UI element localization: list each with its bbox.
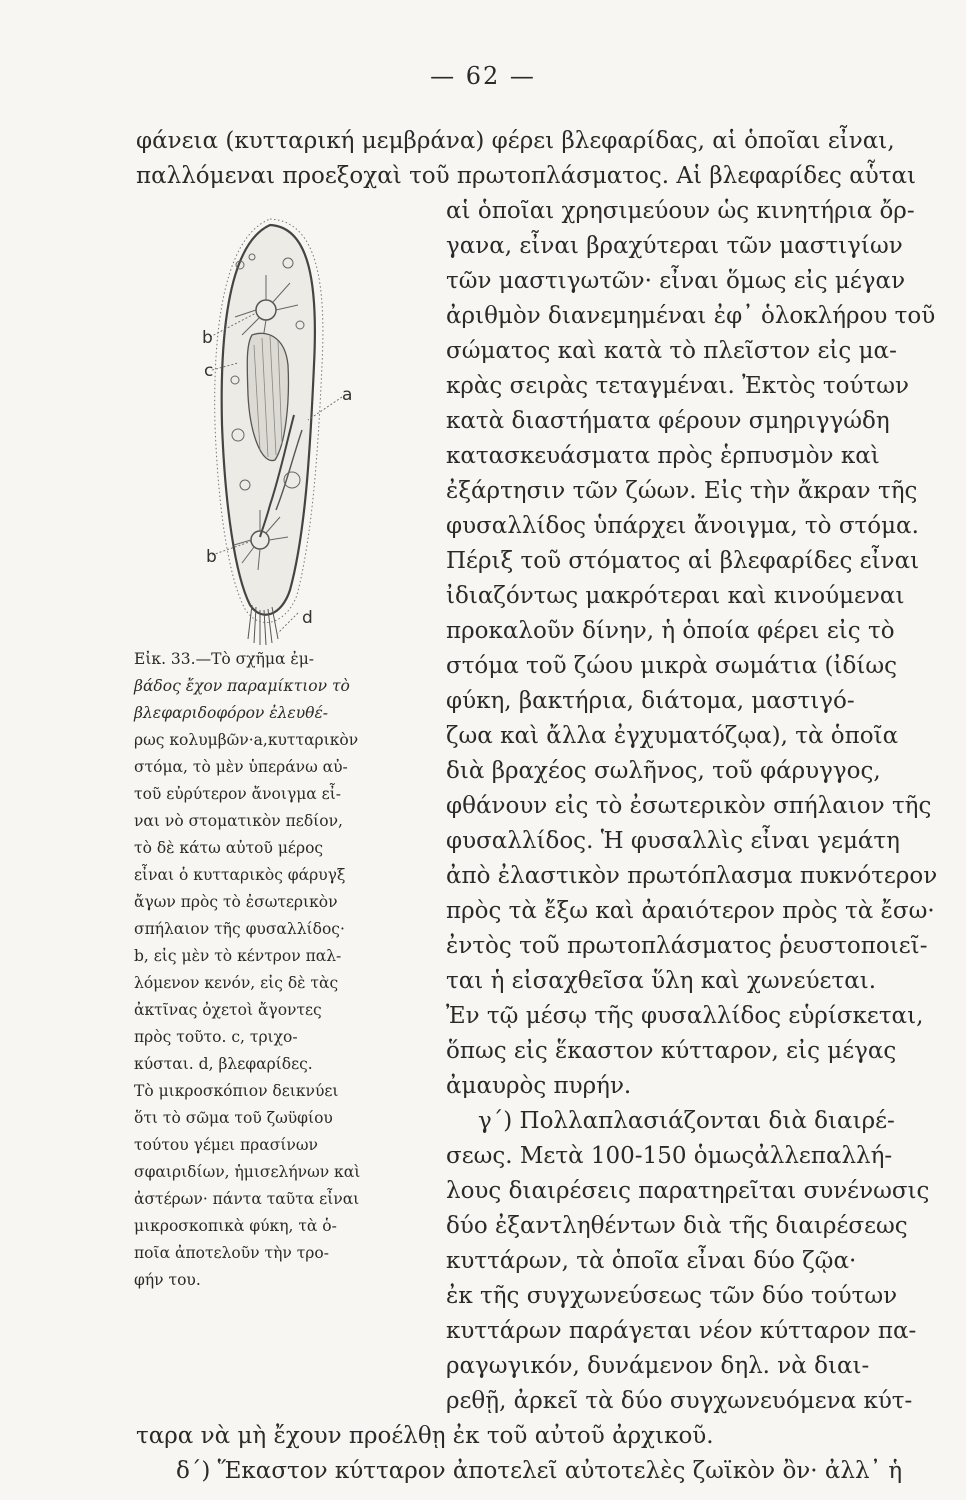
caption-line: τὸ δὲ κάτω αὐτοῦ μέρος — [134, 839, 324, 857]
text-line: προκαλοῦν δίνην, ἡ ὁποία φέρει εἰς τὸ — [446, 618, 895, 644]
text-line: ἀριθμὸν διανεμημέναι ἐφ᾽ ὁλοκλήρου τοῦ — [446, 303, 936, 329]
text-line: ζωα καὶ ἄλλα ἐγχυματόζῳα), τὰ ὁποῖα — [446, 723, 899, 749]
caption-line: λόμενον κενόν, εἰς δὲ τὰς — [134, 974, 339, 992]
figure-label-d: d — [302, 608, 313, 628]
text-line: ἀπὸ ἐλαστικὸν πρωτόπλασμα πυκνότερον — [446, 863, 938, 889]
text-line: τῶν μαστιγωτῶν· εἶναι ὅμως εἰς μέγαν — [446, 268, 906, 294]
caption-line: Τὸ μικροσκόπιον δεικνύει — [134, 1082, 339, 1100]
text-line: γ΄) Πολλαπλασιάζονται διὰ διαιρέ- — [478, 1108, 895, 1134]
text-line: κατασκευάσματα πρὸς ἑρπυσμὸν καὶ — [446, 443, 880, 469]
paramecium-drawing — [190, 205, 353, 650]
text-line: ἐξάρτησιν τῶν ζώων. Εἰς τὴν ἄκραν τῆς — [446, 478, 918, 504]
text-line: Πέριξ τοῦ στόματος αἱ βλεφαρίδες εἶναι — [446, 548, 920, 574]
text-line: κυττάρων, τὰ ὁποῖα εἶναι δύο ζῷα· — [446, 1248, 857, 1274]
text-line: ἰδιαζόντως μακρότεραι καὶ κινούμεναι — [446, 583, 905, 609]
figure-label-c: c — [204, 361, 214, 381]
text-line: ἐντὸς τοῦ πρωτοπλάσματος ῥευστοποιεῖ- — [446, 933, 928, 959]
text-line: ταρα νὰ μὴ ἔχουν προέλθῃ ἐκ τοῦ αὐτοῦ ἀρχικοῦ. — [136, 1423, 714, 1449]
caption-line: πρὸς τοῦτο. c, τριχο- — [134, 1028, 298, 1046]
text-line: παλλόμεναι προεξοχαὶ τοῦ πρωτοπλάσματος. Αἱ βλεφαρίδες αὗται — [136, 163, 917, 189]
text-line: ὅπως εἰς ἕκαστον κύτταρον, εἰς μέγας — [446, 1038, 897, 1064]
caption-line: Εἰκ. 33.—Τὸ σχῆμα ἐμ- — [134, 650, 315, 668]
text-line: κυττάρων παράγεται νέον κύτταρον πα- — [446, 1318, 917, 1344]
caption-line: στόμα, τὸ μὲν ὑπεράνω αὐ- — [134, 758, 348, 776]
text-line: λους διαιρέσεις παρατηρεῖται συνένωσις — [446, 1178, 930, 1204]
text-line: γανα, εἶναι βραχύτεραι τῶν μαστιγίων — [446, 233, 903, 259]
text-line: σώματος καὶ κατὰ τὸ πλεῖστον εἰς μα- — [446, 338, 897, 364]
caption-line: βάδος ἔχον παραμίκτιον τὸ — [134, 677, 350, 695]
caption-line: κύσται. d, βλεφαρίδες. — [134, 1055, 313, 1073]
text-line: φάνεια (κυτταρική μεμβράνα) φέρει βλεφαρίδας, αἱ ὁποῖαι εἶναι, — [136, 128, 895, 154]
text-line: φθάνουν εἰς τὸ ἐσωτερικὸν σπήλαιον τῆς — [446, 793, 932, 819]
caption-line: μικροσκοπικὰ φύκη, τὰ ὁ- — [134, 1217, 337, 1235]
caption-line: εἶναι ὁ κυτταρικὸς φάρυγξ — [134, 866, 346, 884]
page-number: — 62 — — [430, 62, 536, 90]
text-line: διὰ βραχέος σωλῆνος, τοῦ φάρυγγος, — [446, 758, 881, 784]
caption-line: ἀκτῖνας ὀχετοὶ ἄγοντες — [134, 1001, 322, 1019]
caption-line: τούτου γέμει πρασίνων — [134, 1136, 318, 1154]
text-line: ται ἡ εἰσαχθεῖσα ὕλη καὶ χωνεύεται. — [446, 968, 877, 994]
text-line: ρεθῇ, ἀρκεῖ τὰ δύο συγχωνευόμενα κύτ- — [446, 1388, 913, 1414]
figure-label-b-bottom: b — [206, 547, 217, 567]
caption-line: βλεφαριδοφόρον ἐλευθέ- — [134, 704, 329, 722]
figure-label-b-top: b — [202, 328, 213, 348]
caption-line: ἀστέρων· πάντα ταῦτα εἶναι — [134, 1190, 360, 1208]
figure-label-a: a — [342, 385, 353, 405]
text-line: ἀμαυρὸς πυρήν. — [446, 1073, 632, 1099]
caption-line: φήν του. — [134, 1271, 201, 1289]
text-line: δύο ἐξαντληθέντων διὰ τῆς διαιρέσεως — [446, 1213, 908, 1239]
text-line: φυσαλλίδος ὑπάρχει ἄνοιγμα, τὸ στόμα. — [446, 513, 919, 539]
caption-line: ποῖα ἀποτελοῦν τὴν τρο- — [134, 1244, 329, 1262]
text-line: ἐκ τῆς συγχωνεύσεως τῶν δύο τούτων — [446, 1283, 898, 1309]
caption-line: b, εἰς μὲν τὸ κέντρον παλ- — [134, 947, 342, 965]
caption-line: τοῦ εὐρύτερον ἄνοιγμα εἶ- — [134, 785, 342, 803]
text-line: πρὸς τὰ ἔξω καὶ ἀραιότερον πρὸς τὰ ἔσω· — [446, 898, 935, 924]
text-line: σεως. Μετὰ 100-150 ὁμωςἀλλεπαλλή- — [446, 1143, 893, 1169]
text-line: κρὰς σειρὰς τεταγμέναι. Ἐκτὸς τούτων — [446, 373, 909, 399]
text-line: φυσαλλίδος. Ἡ φυσαλλὶς εἶναι γεμάτη — [446, 828, 900, 854]
caption-line: ἄγων πρὸς τὸ ἐσωτερικὸν — [134, 893, 338, 911]
text-line: στόμα τοῦ ζώου μικρὰ σωμάτια (ἰδίως — [446, 653, 898, 679]
paramecium-figure — [190, 205, 353, 650]
text-line: φύκη, βακτήρια, διάτομα, μαστιγό- — [446, 688, 855, 714]
caption-line: ναι νὸ στοματικὸν πεδίον, — [134, 812, 343, 830]
caption-line: ρως κολυμβῶν·a,κυτταρικὸν — [134, 731, 359, 749]
text-line: δ΄) Ἕκαστον κύτταρον ἀποτελεῖ αὐτοτελὲς ζωϊκὸν ὂν· ἀλλ᾽ ἡ — [176, 1458, 903, 1484]
caption-line: σφαιριδίων, ἡμισελήνων καὶ — [134, 1163, 361, 1181]
text-line: ραγωγικόν, δυνάμενον δηλ. νὰ διαι- — [446, 1353, 870, 1379]
caption-line: ὅτι τὸ σῶμα τοῦ ζωϋφίου — [134, 1109, 333, 1127]
caption-line: σπήλαιον τῆς φυσαλλίδος· — [134, 920, 345, 938]
text-line: κατὰ διαστήματα φέρουν σμηριγγώδη — [446, 408, 890, 434]
text-line: Ἐν τῷ μέσῳ τῆς φυσαλλίδος εὑρίσκεται, — [446, 1003, 924, 1029]
text-line: αἱ ὁποῖαι χρησιμεύουν ὡς κινητήρια ὄρ- — [446, 198, 915, 224]
